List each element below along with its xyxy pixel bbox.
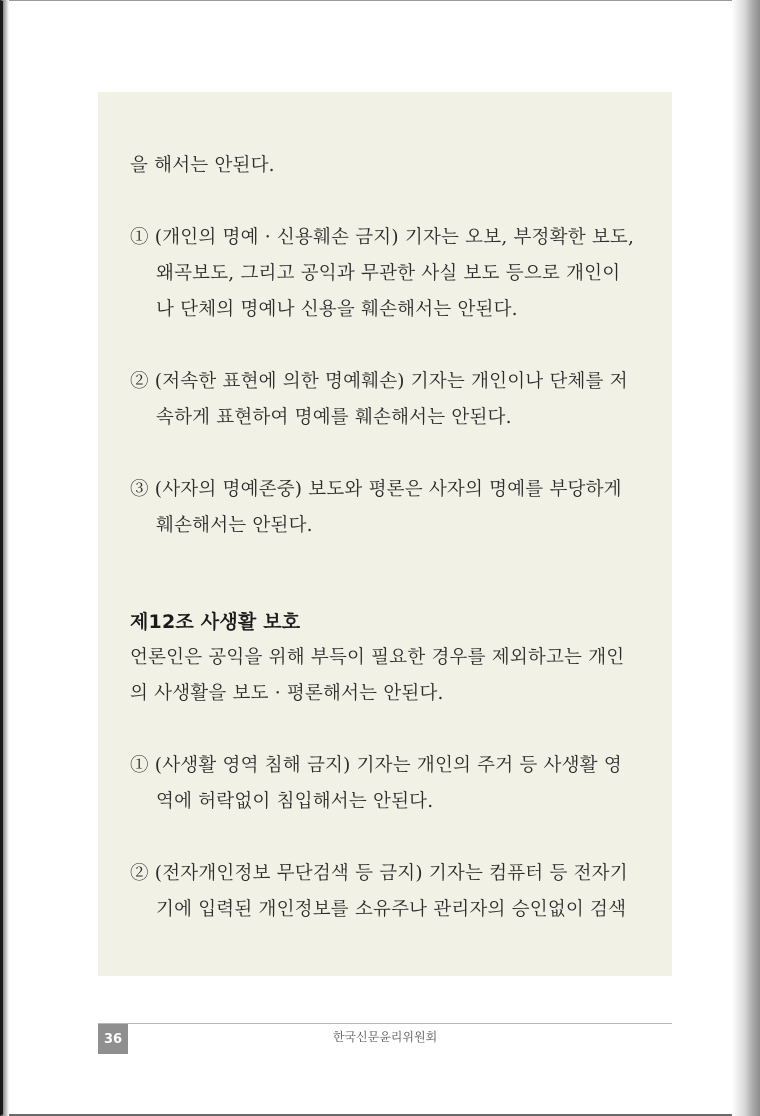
clause-item-2 [130,364,650,436]
page-number-badge: 36 [98,1024,128,1054]
clause-item-4 [130,748,650,820]
clause-line: 역에 허락없이 침입해서는 안된다. [156,791,434,812]
body-text [130,148,650,928]
clause-line: ② (전자개인정보 무단검색 등 금지) 기자는 컴퓨터 등 전자기 [130,863,628,884]
clause-line: ① (사생활 영역 침해 금지) 기자는 개인의 주거 등 사생활 영 [130,755,622,776]
book-spine-shadow [3,0,9,1116]
clause-line: 속하게 표현하여 명예를 훼손해서는 안된다. [156,407,512,428]
clause-line: ③ (사자의 명예존중) 보도와 평론은 사자의 명예를 부당하게 [130,479,622,500]
article-heading: 제12조 사생활 보호 [130,611,301,633]
article-line: 의 사생활을 보도 · 평론해서는 안된다. [130,683,444,704]
clause-item-5 [130,856,650,928]
page-edge-shadow [732,0,760,1116]
footer-divider [98,1023,672,1024]
clause-line: 나 단체의 명예나 신용을 훼손해서는 안된다. [156,299,518,320]
clause-line: 훼손해서는 안된다. [156,515,313,536]
clause-line: 기에 입력된 개인정보를 소유주나 관리자의 승인없이 검색 [156,899,627,920]
publisher-name: 한국신문윤리위원회 [332,1030,438,1044]
clause-item-3 [130,472,650,544]
clause-item-1 [130,220,650,328]
intro-line: 을 해서는 안된다. [130,155,275,176]
clause-line: 왜곡보도, 그리고 공익과 무관한 사실 보도 등으로 개인이 [156,263,621,284]
article-line: 언론인은 공익을 위해 부득이 필요한 경우를 제외하고는 개인 [130,647,625,668]
article-12 [130,604,650,712]
clause-line: ② (저속한 표현에 의한 명예훼손) 기자는 개인이나 단체를 저 [130,371,628,392]
clause-line: ① (개인의 명예 · 신용훼손 금지) 기자는 오보, 부정확한 보도, [130,227,635,248]
